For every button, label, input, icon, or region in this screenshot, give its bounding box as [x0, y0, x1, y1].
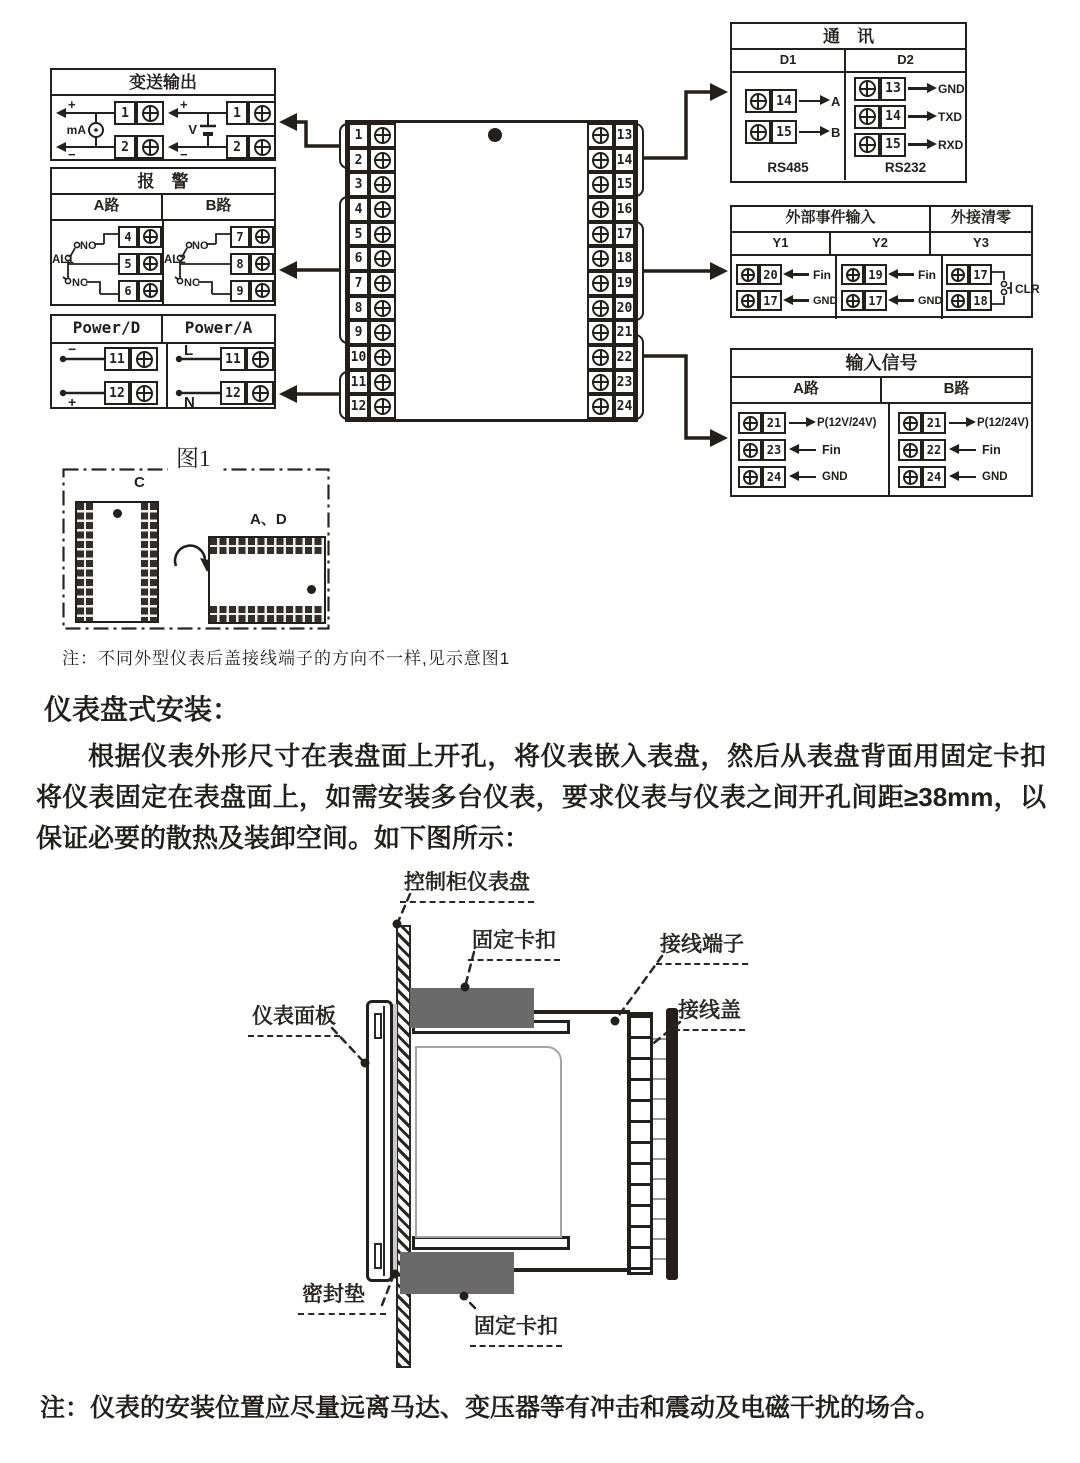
screw-terminal-icon: [138, 226, 162, 248]
y1-header: Y1: [732, 233, 831, 254]
svg-text:V: V: [188, 122, 197, 137]
ma-output-group: [52, 101, 164, 159]
comm-d2-header: D2: [846, 50, 965, 73]
terminal-number: 3: [348, 172, 369, 197]
v-source-symbol: [164, 101, 226, 159]
transmit-output-box: [50, 68, 276, 161]
terminal-number: 4: [118, 226, 138, 248]
screw-terminal-icon: [738, 439, 762, 461]
screw-terminal-icon: [587, 345, 614, 370]
terminal-number: 15: [880, 133, 906, 157]
terminal-number: 11: [348, 370, 369, 395]
svg-text:−: −: [68, 345, 77, 357]
screw-terminal-icon: [369, 345, 396, 370]
clr-switch-symbol: [992, 260, 1044, 316]
wire-arrow-left: [958, 449, 976, 452]
power-d-group: [52, 344, 168, 408]
alarm-channel-a-header: A路: [52, 195, 163, 219]
terminal-number: 2: [348, 148, 369, 173]
svg-text:−: −: [180, 147, 188, 159]
signal-label: Fin: [918, 267, 936, 282]
screw-terminal-icon: [854, 105, 880, 129]
screw-terminal-icon: [369, 172, 396, 197]
terminal-number: 7: [348, 271, 369, 296]
external-events-box: [730, 205, 1040, 318]
svg-text:+: +: [180, 101, 188, 112]
screw-terminal-icon: [587, 197, 614, 222]
rs232-label: RS232: [884, 160, 927, 175]
communication-title: 通 讯: [732, 24, 965, 50]
screw-terminal-icon: [138, 253, 162, 275]
alarm-al2-group: [164, 221, 274, 306]
wire-arrow-left: [792, 299, 809, 302]
case-c-label: C: [134, 474, 145, 491]
terminal-strip-right: [141, 503, 157, 621]
wire-arrow-left: [897, 299, 914, 302]
terminal-number: 17: [614, 222, 635, 247]
terminal-number: 17: [759, 290, 782, 311]
screw-terminal-icon: [738, 466, 762, 488]
label-gasket: 密封垫: [298, 1278, 386, 1315]
rs485-label: RS485: [767, 160, 809, 175]
figure-note: 注：不同外型仪表后盖接线端子的方向不一样,见示意图1: [62, 649, 511, 668]
screw-terminal-icon: [854, 133, 880, 157]
terminal-number: 19: [864, 264, 887, 285]
terminal-number: 20: [614, 296, 635, 321]
screw-terminal-icon: [736, 290, 759, 311]
y3-group: [943, 256, 1044, 319]
input-a-group: [732, 404, 890, 496]
screw-terminal-icon: [736, 264, 759, 285]
figure1-box: [62, 468, 330, 630]
wire-arrow-right: [799, 100, 821, 103]
v-output-group: [164, 101, 276, 159]
power-a-group: [168, 344, 274, 408]
input-signal-box: [730, 348, 1033, 497]
input-signal-title: 输入信号: [732, 350, 1031, 378]
svg-text:−: −: [68, 147, 76, 159]
signal-label: Fin: [982, 443, 1001, 457]
terminal-number: 13: [614, 123, 635, 148]
screw-terminal-icon: [369, 148, 396, 173]
terminal-number: 14: [771, 89, 797, 113]
terminal-number: 11: [220, 347, 246, 371]
al2-relay-symbol: [164, 222, 230, 306]
case-ad-label: A、D: [250, 511, 287, 528]
screw-terminal-icon: [587, 246, 614, 271]
orientation-dot: [488, 128, 502, 142]
terminal-number: 12: [104, 381, 130, 405]
screw-terminal-icon: [587, 172, 614, 197]
screw-terminal-icon: [587, 271, 614, 296]
external-event-input-title: 外部事件输入: [732, 207, 931, 231]
signal-label: B: [831, 124, 841, 140]
terminal-strip-bottom: [210, 606, 324, 622]
terminal-number: 2: [226, 135, 248, 159]
svg-text:+: +: [68, 101, 76, 112]
label-terminal-cover: 接线盖: [674, 994, 745, 1031]
terminal-number: 1: [348, 123, 369, 148]
screw-terminal-icon: [587, 320, 614, 345]
screw-terminal-icon: [369, 271, 396, 296]
terminal-number: 24: [922, 466, 946, 488]
signal-label: P(12/24V): [977, 417, 1029, 429]
ma-source-symbol: [52, 101, 114, 159]
power-a-wires: [172, 345, 220, 407]
comm-d1-column: [732, 50, 846, 180]
screw-terminal-icon: [946, 290, 969, 311]
screw-terminal-icon: [250, 226, 274, 248]
label-cabinet-panel: 控制柜仪表盘: [400, 866, 534, 903]
terminal-number: 7: [230, 226, 250, 248]
screw-terminal-icon: [587, 394, 614, 419]
terminal-number: 8: [230, 253, 250, 275]
svg-text:NC: NC: [72, 276, 88, 289]
screw-terminal-icon: [587, 222, 614, 247]
screw-terminal-icon: [248, 101, 276, 125]
terminal-number: 9: [230, 280, 250, 302]
screw-terminal-icon: [246, 347, 274, 371]
screw-terminal-icon: [946, 264, 969, 285]
screw-terminal-icon: [369, 197, 396, 222]
input-b-group: [890, 404, 1031, 496]
terminal-column-left: [348, 123, 396, 419]
wire-arrow-left: [958, 476, 976, 479]
svg-text:L: L: [184, 345, 194, 359]
signal-label: A: [831, 93, 841, 109]
screw-terminal-icon: [369, 246, 396, 271]
svg-text:CLR: CLR: [1015, 281, 1040, 296]
screw-terminal-icon: [898, 439, 922, 461]
case-ad-view: [208, 536, 326, 624]
wire-arrow-left: [798, 476, 816, 479]
svg-text:AL2: AL2: [164, 253, 186, 266]
y2-group: [837, 256, 943, 319]
terminal-number: 19: [614, 271, 635, 296]
terminal-number: 12: [348, 394, 369, 419]
screw-terminal-icon: [369, 320, 396, 345]
signal-label: GND: [938, 81, 965, 96]
screw-terminal-icon: [369, 296, 396, 321]
screw-terminal-icon: [250, 280, 274, 302]
terminal-number: 8: [348, 296, 369, 321]
signal-label: GND: [813, 294, 838, 307]
communication-box: [730, 22, 967, 183]
alarm-title: 报 警: [52, 169, 274, 195]
screw-terminal-icon: [898, 466, 922, 488]
screw-terminal-icon: [130, 381, 158, 405]
figure1-caption: 图1: [168, 440, 219, 473]
screw-terminal-icon: [898, 412, 922, 434]
screw-terminal-icon: [587, 370, 614, 395]
screw-terminal-icon: [246, 381, 274, 405]
svg-text:NC: NC: [184, 276, 200, 289]
terminal-number: 11: [104, 347, 130, 371]
terminal-number: 18: [614, 246, 635, 271]
screw-terminal-icon: [738, 412, 762, 434]
screw-terminal-icon: [369, 222, 396, 247]
y1-group: [732, 256, 837, 319]
terminal-column-right: [587, 123, 635, 419]
screw-terminal-icon: [136, 101, 164, 125]
terminal-number: 24: [614, 394, 635, 419]
terminal-number: 21: [614, 320, 635, 345]
screw-terminal-icon: [369, 370, 396, 395]
alarm-al1-group: [52, 221, 164, 306]
svg-text:mA: mA: [66, 123, 86, 137]
wire-arrow-right: [908, 143, 928, 146]
screw-terminal-icon: [841, 290, 864, 311]
wire-arrow-right: [908, 87, 928, 90]
screw-terminal-icon: [250, 253, 274, 275]
input-channel-a-header: A路: [732, 378, 882, 402]
power-d-wires: [56, 345, 104, 407]
wire-arrow-left: [897, 273, 914, 276]
terminal-number: 21: [922, 412, 946, 434]
comm-d2-column: [846, 50, 965, 180]
terminal-number: 4: [348, 197, 369, 222]
screw-terminal-icon: [587, 296, 614, 321]
terminal-strip-left: [77, 503, 93, 621]
y3-header: Y3: [973, 235, 989, 250]
terminal-number: 17: [864, 290, 887, 311]
terminal-number: 20: [759, 264, 782, 285]
wiring-diagram-section: [0, 0, 1080, 680]
terminal-strip-top: [210, 538, 324, 554]
terminal-number: 24: [762, 466, 786, 488]
screw-terminal-icon: [587, 148, 614, 173]
installation-warning-note: 注：仪表的安装位置应尽量远离马达、变压器等有冲击和震动及电磁干扰的场合。: [40, 1394, 941, 1422]
terminal-number: 5: [348, 222, 369, 247]
terminal-number: 21: [762, 412, 786, 434]
terminal-number: 10: [348, 345, 369, 370]
terminal-number: 14: [880, 105, 906, 129]
signal-label: GND: [982, 471, 1008, 483]
terminal-number: 23: [762, 439, 786, 461]
power-box: [50, 314, 276, 409]
terminal-number: 12: [220, 381, 246, 405]
signal-label: RXD: [938, 137, 964, 152]
terminal-number: 16: [614, 197, 635, 222]
terminal-number: 5: [118, 253, 138, 275]
power-a-header: Power/A: [184, 318, 253, 337]
input-channel-b-header: B路: [943, 380, 970, 397]
svg-text:N: N: [184, 394, 195, 407]
orientation-dot: [113, 509, 122, 518]
screw-terminal-icon: [745, 89, 771, 113]
screw-terminal-icon: [369, 394, 396, 419]
terminal-number: 2: [114, 135, 136, 159]
al1-relay-symbol: [52, 222, 118, 306]
screw-terminal-icon: [248, 135, 276, 159]
external-clear-title: 外接清零: [950, 209, 1011, 226]
terminal-number: 14: [614, 148, 635, 173]
alarm-channel-b-header: B路: [205, 197, 232, 214]
screw-terminal-icon: [841, 264, 864, 285]
orientation-dot: [307, 585, 316, 594]
installation-paragraph: 根据仪表外形尺寸在表盘面上开孔，将仪表嵌入表盘，然后从表盘背面用固定卡扣将仪表固定在表盘面上，如需安装多台仪表，要求仪表与仪表之间开孔间距≥38mm，以保证必要的散热及装卸空间。如下图所示：: [36, 741, 1046, 853]
svg-text:+: +: [68, 394, 77, 407]
rear-terminal-block: [345, 120, 638, 422]
terminal-number: 15: [614, 172, 635, 197]
transmit-output-title: 变送输出: [52, 70, 274, 96]
signal-label: P(12V/24V): [817, 417, 877, 429]
label-terminal: 接线端子: [656, 928, 748, 965]
comm-d1-header: D1: [732, 50, 844, 73]
svg-text:NO: NO: [192, 239, 209, 252]
svg-text:AL1: AL1: [52, 253, 74, 266]
wire-arrow-right: [799, 131, 821, 134]
terminal-number: 1: [226, 101, 248, 125]
signal-label: TXD: [938, 109, 962, 124]
screw-terminal-icon: [854, 77, 880, 101]
screw-terminal-icon: [369, 123, 396, 148]
terminal-number: 18: [969, 290, 992, 311]
screw-terminal-icon: [136, 135, 164, 159]
case-c-view: [75, 501, 159, 623]
wire-arrow-left: [792, 273, 809, 276]
screw-terminal-icon: [587, 123, 614, 148]
terminal-number: 17: [969, 264, 992, 285]
wire-arrow-right: [949, 422, 967, 425]
wire-arrow-right: [789, 422, 807, 425]
wire-arrow-right: [908, 115, 928, 118]
signal-label: GND: [918, 294, 943, 307]
panel-mount-diagram: [0, 862, 1080, 1397]
terminal-number: 6: [348, 246, 369, 271]
label-fixing-clip-top: 固定卡扣: [468, 924, 560, 961]
terminal-number: 15: [771, 120, 797, 144]
label-fixing-clip-bottom: 固定卡扣: [470, 1310, 562, 1347]
panel-mount-heading: 仪表盘式安装：: [44, 694, 241, 725]
signal-label: Fin: [822, 443, 841, 457]
label-bezel: 仪表面板: [248, 1000, 340, 1037]
wire-arrow-left: [798, 449, 816, 452]
screw-terminal-icon: [138, 280, 162, 302]
terminal-number: 23: [614, 370, 635, 395]
svg-text:NO: NO: [80, 239, 97, 252]
terminal-number: 22: [614, 345, 635, 370]
signal-label: Fin: [813, 267, 831, 282]
terminal-number: 9: [348, 320, 369, 345]
terminal-number: 13: [880, 77, 906, 101]
screw-terminal-icon: [745, 120, 771, 144]
power-d-header: Power/D: [52, 316, 163, 342]
terminal-number: 22: [922, 439, 946, 461]
terminal-number: 6: [118, 280, 138, 302]
terminal-number: 1: [114, 101, 136, 125]
screw-terminal-icon: [130, 347, 158, 371]
y2-header: Y2: [831, 233, 931, 254]
signal-label: GND: [822, 471, 848, 483]
alarm-box: [50, 167, 276, 306]
